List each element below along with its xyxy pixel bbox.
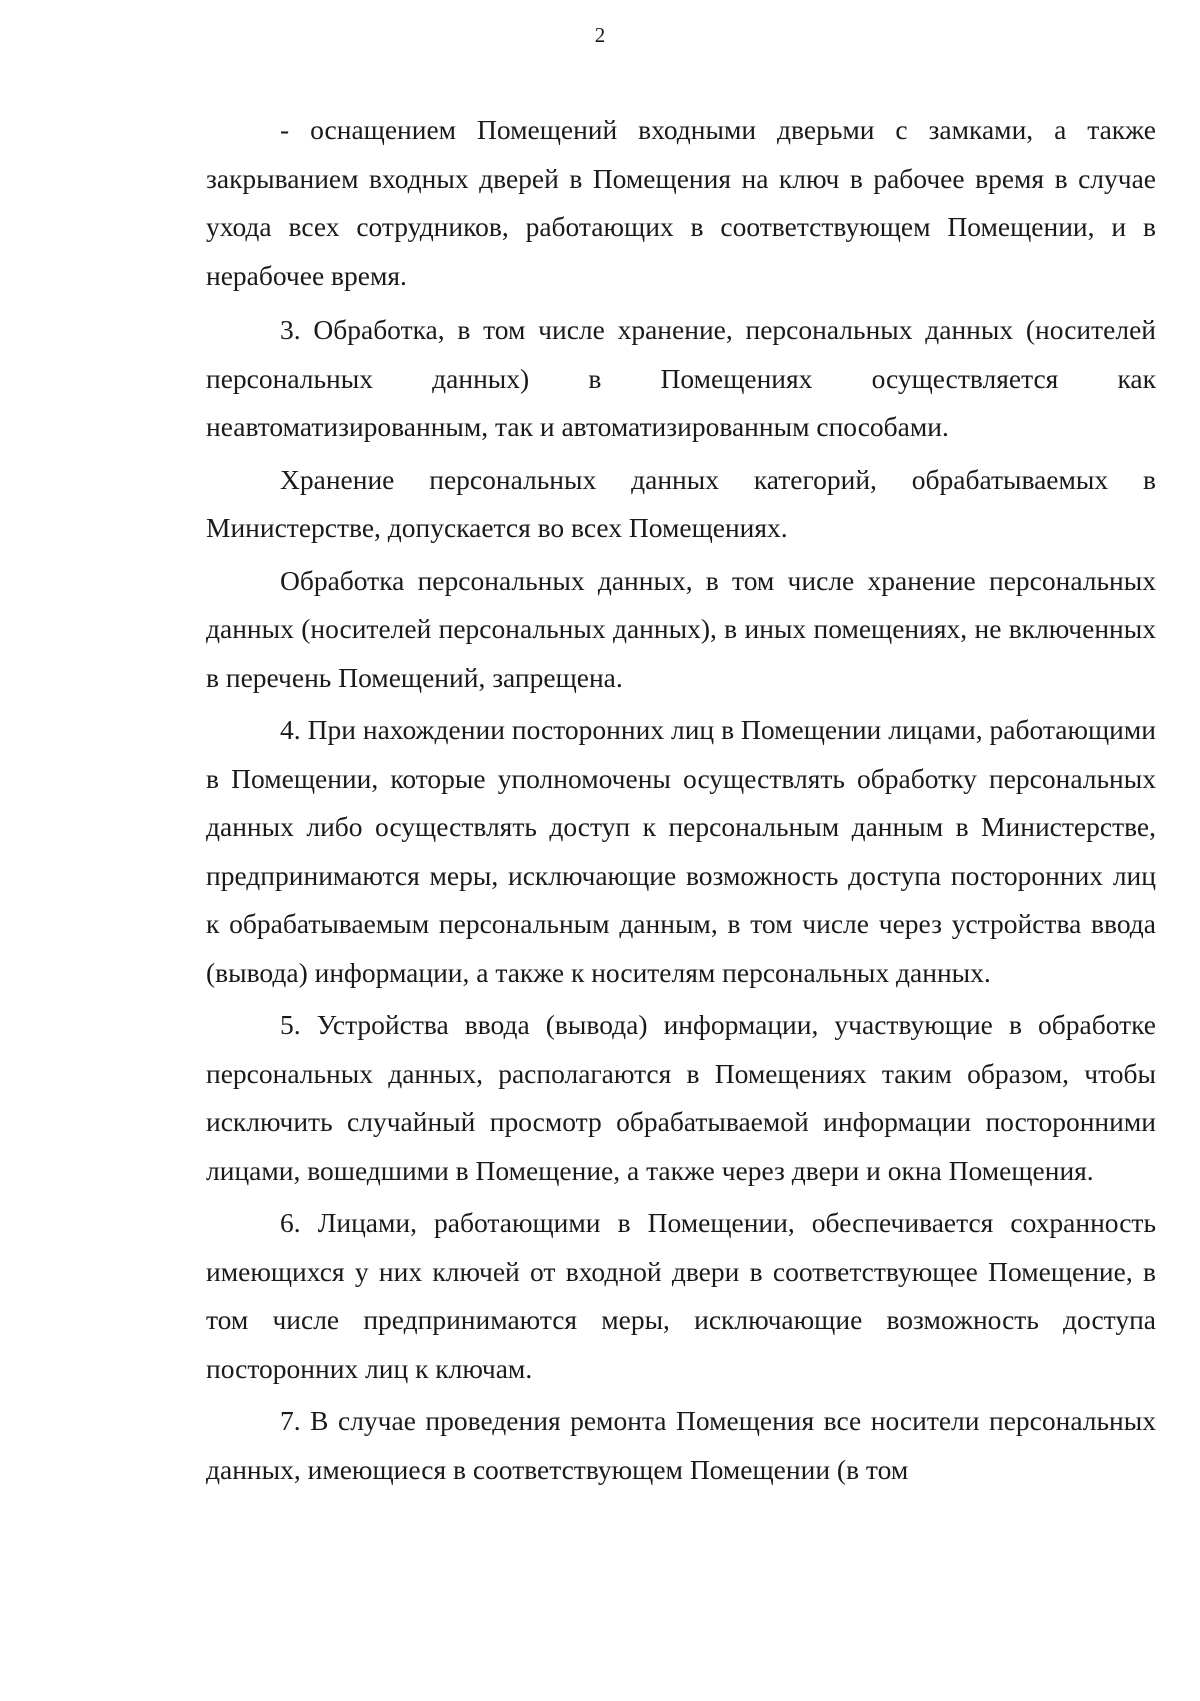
document-body xyxy=(206,106,1156,1494)
page-number: 2 xyxy=(594,23,606,47)
paragraph-item-4: 4. При нахождении посторонних лиц в Помещении лицами, работающими в Помещении, которые уполномочены осуществлять обработку персональных данных либо осуществлять доступ к персональным данным в Министерстве, предпринимаются меры, исключающие возможность доступа посторонних лиц к обрабатываемым персональным данным, в том числе через устройства ввода (вывода) информации, а также к носителям персональных данных. xyxy=(206,714,1156,988)
paragraph-equipment-doors: - оснащением Помещений входными дверьми с замками, а также закрыванием входных дверей в Помещения на ключ в рабочее время в случае ухода всех сотрудников, работающих в соответствующем Помещении, и в нерабочее время. xyxy=(206,114,1156,291)
paragraph-processing-prohibited: Обработка персональных данных, в том числе хранение персональных данных (носителей персональных данных), в иных помещениях, не включенных в перечень Помещений, запрещена. xyxy=(206,564,1156,693)
paragraph-item-7: 7. В случае проведения ремонта Помещения все носители персональных данных, имеющиеся в соответствующем Помещении (в том xyxy=(206,1405,1156,1485)
paragraph-storage: Хранение персональных данных категорий, обрабатываемых в Министерстве, допускается во всех Помещениях. xyxy=(206,463,1156,543)
paragraph-item-6: 6. Лицами, работающими в Помещении, обеспечивается сохранность имеющихся у них ключей от входной двери в соответствующее Помещение, в том числе предпринимаются меры, исключающие возможность доступа посторонних лиц к ключам. xyxy=(206,1207,1156,1384)
paragraph-item-3: 3. Обработка, в том числе хранение, персональных данных (носителей персональных данных) в Помещениях осуществляется как неавтоматизированным, так и автоматизированным способами. xyxy=(206,314,1156,442)
paragraph-item-5: 5. Устройства ввода (вывода) информации, участвующие в обработке персональных данных, располагаются в Помещениях таким образом, чтобы исключить случайный просмотр обрабатываемой информации посторонними лицами, вошедшими в Помещение, а также через двери и окна Помещения. xyxy=(206,1009,1156,1186)
